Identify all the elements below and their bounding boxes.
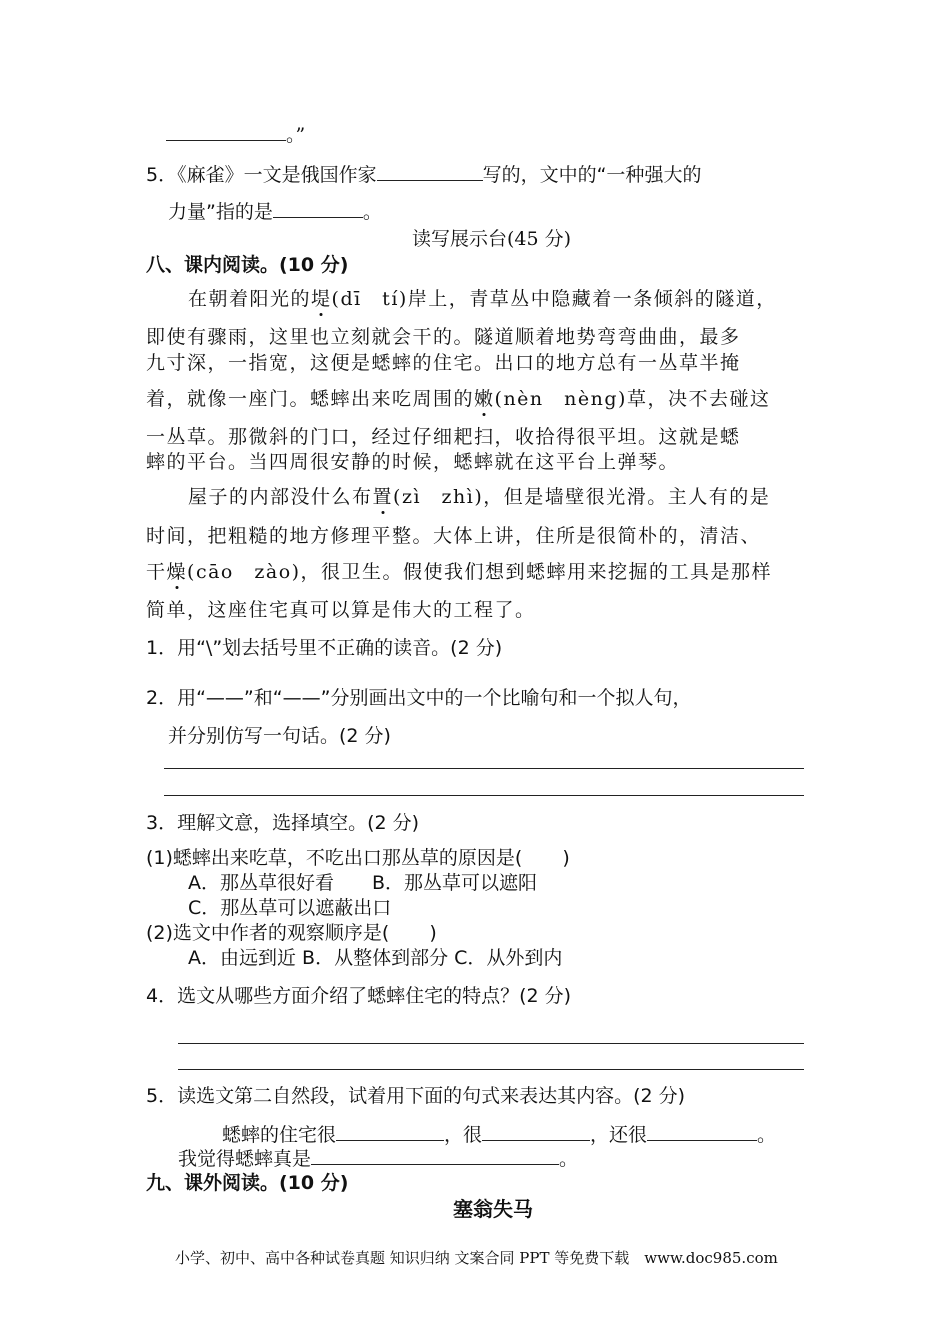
power-blank[interactable]: [273, 199, 363, 218]
question-3-2-options: A．由远到近 B．从整体到部分 C．从外到内: [188, 947, 563, 969]
section-9-heading: 九、课外阅读。(10 分): [146, 1172, 349, 1194]
question-3: 3．理解文意，选择填空。(2 分): [146, 812, 420, 834]
answer-line[interactable]: [178, 1069, 804, 1070]
section-title: 读写展示台(45 分): [412, 228, 572, 250]
blank[interactable]: [482, 1122, 590, 1141]
blank[interactable]: [311, 1146, 559, 1165]
question-3-1-option-c: C．那丛草可以遮蔽出口: [188, 897, 392, 919]
question-5-line-2: 力量”指的是 。: [168, 201, 382, 223]
footer: 小学、初中、高中各种试卷真题 知识归纳 文案合同 PPT 等免费下载 www.doc985.com: [175, 1249, 778, 1267]
author-blank[interactable]: [377, 162, 483, 181]
passage-line: 时间，把粗糙的地方修理平整。大体上讲，住所是很简朴的，清洁、: [146, 525, 762, 547]
passage-line: 干燥(cāo zào)，很卫生。假使我们想到蟋蟀用来挖掘的工具是那样: [146, 561, 773, 583]
section-8-heading: 八、课内阅读。(10 分): [146, 254, 349, 276]
passage-line: 即使有骤雨，这里也立刻就会干的。隧道顺着地势弯弯曲曲，最多: [146, 326, 741, 348]
blank[interactable]: [166, 122, 286, 141]
story-title: 塞翁失马: [453, 1197, 533, 1221]
passage-line: 屋子的内部没什么布置(zì zhì)，但是墙壁很光滑。主人有的是: [188, 486, 771, 508]
passage-line: 简单，这座住宅真可以算是伟大的工程了。: [146, 599, 536, 621]
passage-line: 着，就像一座门。蟋蟀出来吃周围的嫩(nèn nèng)草，决不去碰这: [146, 388, 771, 410]
answer-line[interactable]: [164, 768, 804, 769]
question-3-1: (1)蟋蟀出来吃草，不吃出口那丛草的原因是( ): [146, 847, 570, 869]
blank[interactable]: [647, 1122, 757, 1141]
question-2-line-2: 并分别仿写一句话。(2 分): [168, 725, 391, 747]
question-3-1-options: A．那丛草很好看 B．那丛草可以遮阳: [188, 872, 538, 894]
passage-line: 蟀的平台。当四周很安静的时候，蟋蟀就在这平台上弹琴。: [146, 451, 680, 473]
question-2-line-1: 2．用“——”和“——”分别画出文中的一个比喻句和一个拟人句，: [146, 687, 692, 709]
passage-line: 九寸深，一指宽，这便是蟋蟀的住宅。出口的地方总有一丛草半掩: [146, 352, 741, 374]
blank[interactable]: [336, 1122, 444, 1141]
passage-line: 在朝着阳光的堤(dī tí)岸上，青草丛中隐藏着一条倾斜的隧道，: [188, 288, 777, 310]
question-4: 4．选文从哪些方面介绍了蟋蟀住宅的特点？(2 分): [146, 985, 572, 1007]
answer-line[interactable]: [178, 1043, 804, 1044]
question-3-2: (2)选文中作者的观察顺序是( ): [146, 922, 437, 944]
passage-line: 一丛草。那微斜的门口，经过仔细耙扫，收拾得很平坦。这就是蟋: [146, 426, 741, 448]
answer-line-continuation: 。”: [166, 122, 305, 147]
question-5-sentence-2: 我觉得蟋蟀真是 。: [178, 1148, 579, 1170]
question-5-sentence-1: 蟋蟀的住宅很 ，很 ，还很 。: [222, 1124, 777, 1146]
question-1: 1．用“\”划去括号里不正确的读音。(2 分): [146, 637, 503, 659]
question-5-line-1: 5．《麻雀》一文是俄国作家 写的，文中的“一种强大的: [146, 164, 702, 186]
answer-line[interactable]: [164, 795, 804, 796]
question-5: 5．读选文第二自然段，试着用下面的句式来表达其内容。(2 分): [146, 1085, 686, 1107]
